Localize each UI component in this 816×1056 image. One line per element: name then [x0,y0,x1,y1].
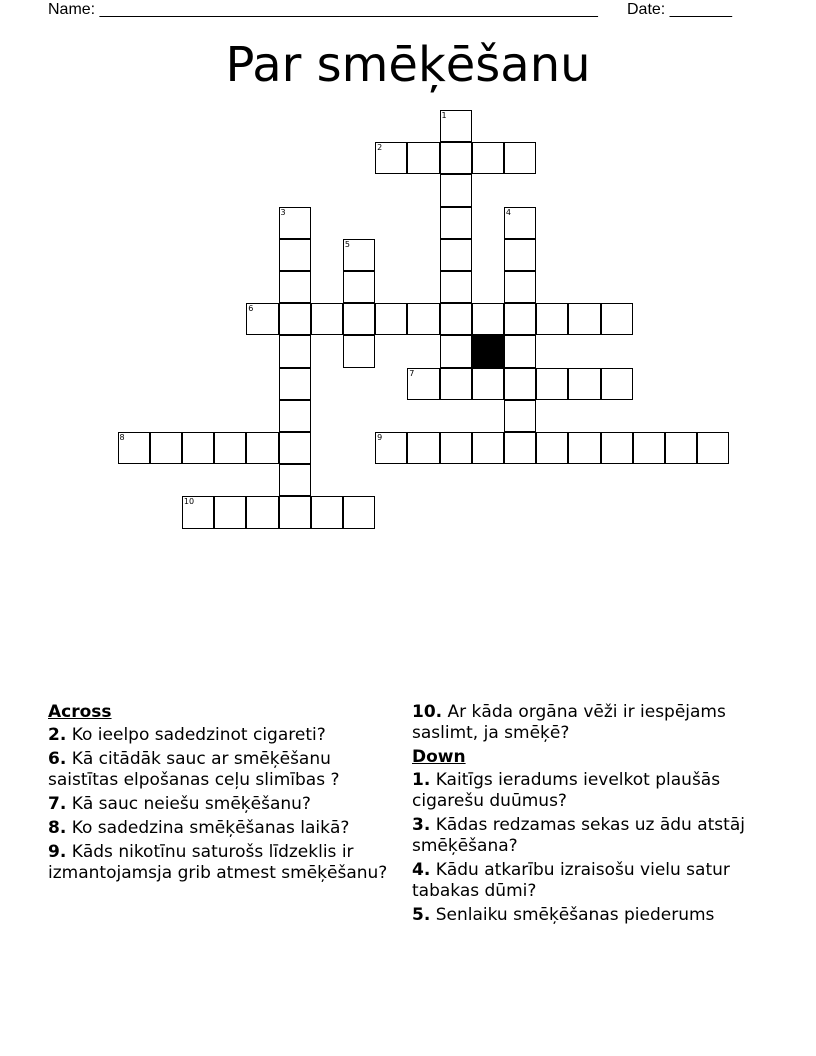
crossword-cell[interactable] [601,432,633,464]
clues-column-left [48,702,398,887]
crossword-cell[interactable] [375,142,407,174]
clue-number-label: 8. [48,818,67,838]
crossword-cell[interactable] [440,335,472,367]
crossword-cell[interactable] [504,142,536,174]
clue-text: Kaitīgs ieradums ievelkot plaušās cigarešu duūmus? [412,770,721,811]
clue-number: 8 [119,433,125,442]
clue-item [48,749,398,791]
crossword-cell[interactable] [279,368,311,400]
down-clue-list [412,770,757,926]
clue-text: Ar kāda orgāna vēži ir iespējams saslimt, ja smēķē? [412,702,726,743]
crossword-cell[interactable] [440,303,472,335]
clue-text: Kāds nikotīnu saturošs līdzeklis ir izmantojamsja grib atmest smēķēšanu? [48,842,388,883]
clue-item [412,815,757,857]
clue-item [48,842,398,884]
clue-item [48,725,398,746]
crossword-cell[interactable] [150,432,182,464]
across-heading: Across [48,702,112,722]
clue-item [412,860,757,902]
crossword-cell[interactable] [504,271,536,303]
clue-number-label: 5. [412,905,431,925]
clue-number: 1 [441,111,447,120]
crossword-cell[interactable] [440,142,472,174]
crossword-cell[interactable] [343,335,375,367]
crossword-cell[interactable] [504,303,536,335]
crossword-cell[interactable] [440,432,472,464]
down-heading: Down [412,747,466,767]
crossword-cell[interactable] [343,271,375,303]
clue-number-label: 9. [48,842,67,862]
crossword-cell[interactable] [407,368,439,400]
clue-number: 2 [377,143,383,153]
crossword-block [472,335,504,367]
crossword-cell[interactable] [279,496,311,528]
crossword-cell[interactable] [182,432,214,464]
date-field-label: Date: _______ [627,1,732,18]
crossword-cell[interactable] [407,303,439,335]
crossword-cell[interactable] [504,207,536,239]
crossword-cell[interactable] [279,303,311,335]
clue-number: 5 [344,239,350,249]
crossword-cell[interactable] [343,496,375,528]
across-clue-list [48,725,398,884]
crossword-cell[interactable] [311,303,343,335]
crossword-cell[interactable] [440,207,472,239]
crossword-cell[interactable] [343,239,375,271]
clue-number-label: 4. [412,860,431,880]
clue-number: 6 [248,304,254,314]
clue-item [48,818,398,839]
crossword-cell[interactable] [504,432,536,464]
across-clue-list-continued [412,702,757,744]
crossword-cell[interactable] [633,432,665,464]
crossword-cell[interactable] [504,239,536,271]
crossword-cell[interactable] [504,400,536,432]
crossword-cell[interactable] [246,432,278,464]
crossword-cell[interactable] [279,400,311,432]
clue-number: 10 [183,497,195,507]
clues-column-right [412,702,757,929]
page-title: Par smēķēšanu [225,37,591,93]
crossword-cell[interactable] [504,368,536,400]
crossword-cell[interactable] [118,432,150,464]
clue-item [412,770,757,812]
crossword-cell[interactable] [246,303,278,335]
clue-text: Kādas redzamas sekas uz ādu atstāj smēķēšana? [412,815,745,856]
crossword-cell[interactable] [375,432,407,464]
crossword-cell[interactable] [440,174,472,206]
crossword-cell[interactable] [407,432,439,464]
clue-text: Kā sauc neiešu smēķēšanu? [66,794,311,814]
crossword-cell[interactable] [472,432,504,464]
clue-item [412,702,757,744]
clue-text: Kā citādāk sauc ar smēķēšanu saistītas elpošanas ceļu slimības ? [48,749,340,790]
clue-number: 7 [409,368,415,378]
clue-item [48,794,398,815]
clue-number-label: 7. [48,794,67,814]
clue-number: 4 [505,207,511,217]
crossword-cell[interactable] [536,432,568,464]
crossword-cell[interactable] [311,496,343,528]
crossword-cell[interactable] [472,303,504,335]
crossword-cell[interactable] [343,303,375,335]
crossword-cell[interactable] [568,303,600,335]
crossword-cell[interactable] [536,303,568,335]
crossword-cell[interactable] [440,368,472,400]
crossword-cell[interactable] [182,496,214,528]
crossword-cell[interactable] [665,432,697,464]
crossword-cell[interactable] [601,303,633,335]
crossword-cell[interactable] [440,239,472,271]
crossword-cell[interactable] [279,464,311,496]
clue-number-label: 1. [412,770,431,790]
crossword-cell[interactable] [214,432,246,464]
crossword-cell[interactable] [697,432,729,464]
crossword-cell[interactable] [279,207,311,239]
clue-number: 9 [377,433,383,442]
crossword-cell[interactable] [440,271,472,303]
clue-number: 3 [280,207,286,217]
clue-text: Ko ieelpo sadedzinot cigareti? [66,725,326,745]
clue-text: Kādu atkarību izraisošu vielu satur tabakas dūmi? [412,860,730,901]
crossword-cell[interactable] [279,271,311,303]
clue-text: Senlaiku smēķēšanas piederums [430,905,715,925]
crossword-cell[interactable] [440,110,472,142]
crossword-cell[interactable] [504,335,536,367]
clue-number-label: 3. [412,815,431,835]
crossword-cell[interactable] [279,432,311,464]
crossword-cell[interactable] [279,335,311,367]
crossword-cell[interactable] [375,303,407,335]
clue-text: Ko sadedzina smēķēšanas laikā? [66,818,350,838]
clue-number-label: 10. [412,702,443,722]
clue-item [412,905,757,926]
crossword-cell[interactable] [279,239,311,271]
crossword-cell[interactable] [246,496,278,528]
crossword-cell[interactable] [568,432,600,464]
crossword-cell[interactable] [472,142,504,174]
crossword-cell[interactable] [601,368,633,400]
clue-number-label: 2. [48,725,67,745]
clue-number-label: 6. [48,749,67,769]
crossword-cell[interactable] [536,368,568,400]
name-field-label: Name: ________________________________________________________ [48,1,598,18]
crossword-cell[interactable] [214,496,246,528]
crossword-cell[interactable] [407,142,439,174]
crossword-cell[interactable] [472,368,504,400]
crossword-cell[interactable] [568,368,600,400]
